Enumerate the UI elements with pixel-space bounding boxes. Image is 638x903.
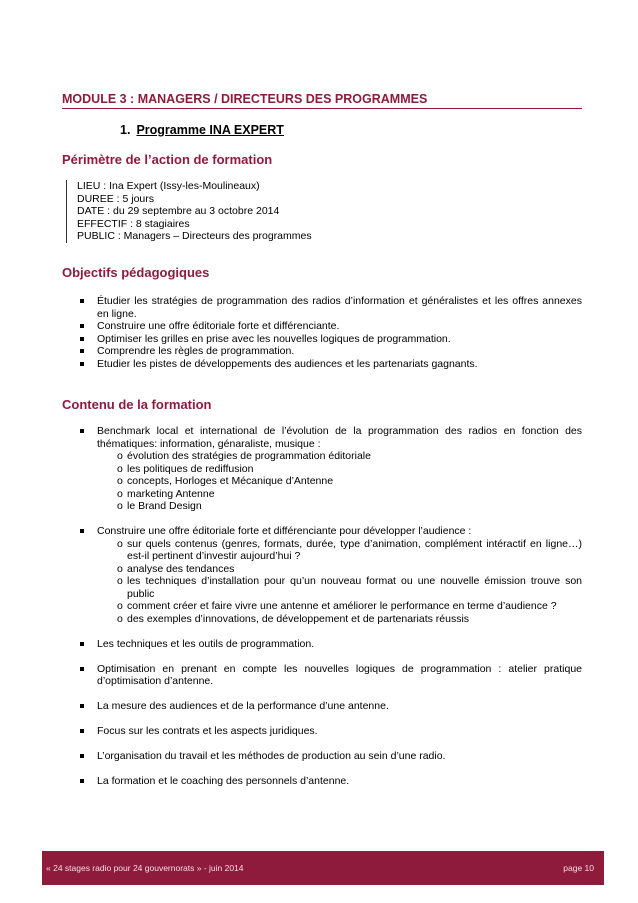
square-bullet-icon: [80, 779, 84, 783]
square-bullet-icon: [80, 642, 84, 646]
sublist-item: o les techniques d’installation pour qu’un nouveau format ou une nouvelle émission trouve son public: [117, 575, 582, 600]
sublist-item: o les politiques de rediffusion: [117, 462, 254, 475]
square-bullet-icon: [80, 349, 84, 353]
footer-title: « 24 stages radio pour 24 gouvernorats » - juin 2014: [46, 863, 244, 873]
square-bullet-icon: [80, 299, 84, 303]
square-bullet-icon: [80, 754, 84, 758]
circle-bullet-icon: o: [117, 562, 123, 575]
square-bullet-icon: [80, 729, 84, 733]
square-bullet-icon: [80, 324, 84, 328]
circle-bullet-icon: o: [117, 462, 123, 475]
list-item: Optimiser les grilles en prise avec les nouvelles logiques de programmation.: [62, 333, 582, 346]
circle-bullet-icon: o: [117, 537, 123, 550]
list-item: Les techniques et les outils de programmation.: [62, 638, 582, 651]
list-item: Construire une offre éditoriale forte et différenciante pour développer l’audience : o sur quels contenus (genres, formats, durée, type d’animation, complément intéractif en ligne…) est-il pertinent d’investir aujourd’hui ? o analyse des tendances o les techniques d’installation pour qu’un nouveau format ou une nouvelle émission trouve son public o comment créer et faire vivre une antenne et améliorer le performance en terme d’audience ? o des exemples d’innovations, de développement et de partenariats réussis: [62, 525, 582, 625]
square-bullet-icon: [80, 362, 84, 366]
circle-bullet-icon: o: [117, 500, 123, 512]
sublist-item: o comment créer et faire vivre une antenne et améliorer le performance en terme d’audience ?: [117, 600, 557, 612]
list-item: La formation et le coaching des personnels d’antenne.: [62, 775, 582, 788]
sublist: [97, 450, 582, 513]
perimetre-info-box: [66, 180, 312, 243]
circle-bullet-icon: o: [117, 575, 123, 587]
sublist-item: o concepts, Horloges et Mécanique d’Antenne: [117, 475, 334, 487]
square-bullet-icon: [80, 337, 84, 341]
square-bullet-icon: [80, 667, 84, 671]
programme-number: 1.: [120, 123, 131, 137]
module-title: MODULE 3 : MANAGERS / DIRECTEURS DES PROGRAMMES: [62, 92, 582, 109]
page-footer: [42, 851, 604, 885]
sublist-item: o sur quels contenus (genres, formats, durée, type d’animation, complément intéractif en ligne…) est-il pertinent d’investir aujourd’hui ?: [117, 537, 582, 562]
programme-name: Programme INA EXPERT: [136, 123, 284, 137]
sublist-item: o analyse des tendances: [117, 562, 235, 575]
circle-bullet-icon: o: [117, 487, 123, 500]
info-duree: DUREE : 5 jours: [77, 192, 155, 205]
info-public: PUBLIC : Managers – Directeurs des programmes: [77, 230, 312, 242]
list-item: L’organisation du travail et les méthodes de production au sein d’une radio.: [62, 750, 582, 763]
sublist: [97, 538, 582, 626]
page-number: page 10: [563, 863, 594, 873]
list-item: Focus sur les contrats et les aspects juridiques.: [62, 725, 582, 738]
square-bullet-icon: [80, 529, 84, 533]
circle-bullet-icon: o: [117, 600, 123, 612]
info-effectif: EFFECTIF : 8 stagiaires: [77, 217, 190, 230]
info-lieu: LIEU : Ina Expert (Issy-les-Moulineaux): [77, 180, 260, 192]
list-item: Comprendre les règles de programmation.: [62, 345, 582, 358]
sublist-item: o évolution des stratégies de programmation éditoriale: [117, 450, 371, 462]
sublist-item: o des exemples d’innovations, de développement et de partenariats réussis: [117, 612, 470, 625]
list-item: Étudier les stratégies de programmation des radios d’information et généralistes et les offres annexes en ligne.: [62, 295, 582, 320]
list-item: Etudier les pistes de développements des audiences et les partenariats gagnants.: [62, 358, 582, 371]
circle-bullet-icon: o: [117, 475, 123, 487]
programme-title: [120, 123, 284, 137]
sublist-item: o le Brand Design: [117, 500, 202, 512]
list-item: Optimisation en prenant en compte les nouvelles logiques de programmation : atelier pratique d’optimisation d’antenne.: [62, 663, 582, 688]
circle-bullet-icon: o: [117, 612, 123, 625]
sublist-item: o marketing Antenne: [117, 487, 215, 500]
list-item: La mesure des audiences et de la performance d’une antenne.: [62, 700, 582, 713]
perimetre-heading: Périmètre de l’action de formation: [62, 152, 273, 167]
square-bullet-icon: [80, 704, 84, 708]
square-bullet-icon: [80, 429, 84, 433]
contenu-list: [62, 425, 582, 788]
objectifs-list: [62, 295, 582, 370]
contenu-heading: Contenu de la formation: [62, 397, 212, 412]
list-item: Construire une offre éditoriale forte et différenciante.: [62, 320, 582, 333]
list-item: Benchmark local et international de l’évolution de la programmation des radios en fonction des thématiques: information, génaraliste, musique : o évolution des stratégies de programmation éditoriale o les politiques de rediffusion o concepts, Horloges et Mécanique d’Antenne o marketing Antenne o le Brand Design: [62, 425, 582, 513]
info-date: DATE : du 29 septembre au 3 octobre 2014: [77, 205, 280, 217]
circle-bullet-icon: o: [117, 450, 123, 462]
objectifs-heading: Objectifs pédagogiques: [62, 265, 210, 280]
